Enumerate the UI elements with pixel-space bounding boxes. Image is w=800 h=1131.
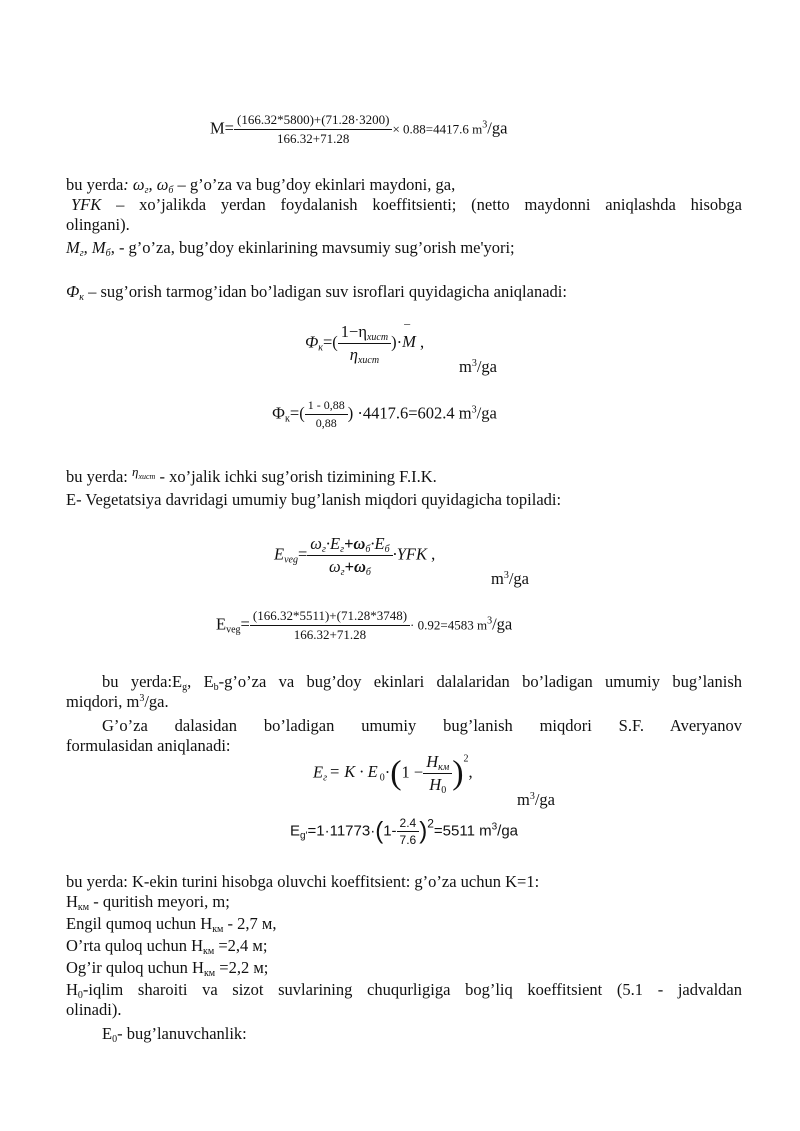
formula-av-unit [517, 790, 555, 810]
omega-symbol: ω [156, 175, 169, 194]
para-text: olingani). [66, 215, 130, 234]
formula-averyanov-computed [290, 816, 518, 847]
formula-av-denominator: H [429, 775, 442, 794]
para-text: E- Vegetatsiya davridagi umumiy bug’lanish miqdori quyidagicha topiladi: [66, 490, 562, 509]
formula-text: 1 − [401, 762, 424, 782]
para-text: , [83, 238, 92, 257]
subscript: veg [284, 554, 298, 566]
formula-phi-computed [272, 398, 497, 431]
formula-text: · [384, 762, 391, 782]
subscript: б [384, 544, 390, 555]
formula-e [274, 534, 435, 577]
superscript: 2 [427, 816, 434, 831]
e-symbol: E [313, 762, 324, 782]
para-text: -iqlim sharoiti va sizot suvlarining chuqurligiga bog’liq koeffitsient (5.1 - jadvaldan [82, 980, 742, 999]
formula-text: ·E [325, 534, 341, 553]
para-text: – sug’orish tarmog’idan bo’ladigan suv isroflari quyidagicha aniqlanadi: [83, 282, 567, 301]
unit-text: /ga [508, 569, 530, 588]
para-text: , - g’o’za, bug’doy ekinlarining mavsumiy sug’orish me'yori; [110, 238, 515, 257]
formula-m-unit: /ga [487, 118, 508, 138]
para-eg-eb-definition [66, 672, 742, 712]
formula-phi2-denominator: 0,88 [315, 416, 337, 430]
subscript: 0 [441, 785, 447, 796]
subscript: г [340, 544, 344, 555]
para-text: =2,2 м; [215, 958, 269, 977]
para-m-definition [66, 238, 515, 258]
formula-av-numerator: H [426, 752, 439, 771]
superscript: 3 [529, 791, 535, 802]
subscript: к [318, 342, 323, 354]
formula-text: , [468, 762, 473, 782]
subscript: б [365, 567, 371, 578]
subscript: хист [138, 472, 156, 481]
formula-av-fraction [423, 752, 452, 795]
superscript: 3 [471, 404, 477, 416]
para-text: /ga. [144, 692, 169, 711]
m-symbol: M [91, 238, 106, 257]
formula-text: , [427, 544, 436, 564]
subscript: г [340, 567, 345, 578]
subscript: км [438, 762, 450, 773]
para-light-loam [66, 914, 276, 934]
para-text: – g’o’za va bug’doy ekinlari maydoni, ga, [173, 175, 456, 194]
formula-av2-numerator: 2.4 [397, 816, 420, 832]
superscript: 3 [491, 821, 498, 833]
formula-e2-denominator: 166.32+71.28 [293, 627, 367, 642]
unit-text: /ga [476, 357, 498, 376]
formula-text: =1·11773· [307, 822, 376, 840]
formula-text: 1- [383, 822, 397, 840]
superscript: 3 [487, 615, 493, 627]
para-text: G’o’za dalasidan bo’ladigan umumiy bug’lanish miqdori S.F. Averyanov [102, 716, 742, 735]
formula-text: = K · E [329, 762, 378, 782]
para-text: Og’ir quloq uchun H [66, 958, 204, 977]
formula-text: , [415, 332, 425, 352]
formula-e-denominator: ω [328, 557, 341, 576]
formula-e-computed [216, 608, 512, 643]
subscript: км [77, 902, 90, 913]
formula-m-numerator: (166.32*5800)+(71.28·3200) [234, 112, 392, 130]
subscript: b [213, 682, 219, 693]
subscript: г [321, 544, 326, 555]
formula-text: =5511 m [433, 822, 492, 840]
formula-phi-denominator: η [349, 345, 358, 364]
formula-text: =( [322, 332, 338, 352]
unit-text: m [459, 357, 472, 376]
formula-m-lhs: M= [210, 118, 234, 138]
unit-text: /ga [497, 822, 519, 840]
para-omega-definition [66, 175, 455, 195]
formula-e-fraction [307, 534, 392, 577]
formula-text: ·YFK [392, 544, 427, 564]
subscript: г [323, 772, 327, 784]
formula-phi2-numerator: 1 - 0,88 [305, 398, 348, 415]
formula-e-unit [491, 569, 529, 589]
formula-m-fraction [234, 112, 392, 147]
para-text: H [66, 892, 78, 911]
para-text: - quritish meyori, m; [89, 892, 230, 911]
overline-bar: – [404, 316, 411, 331]
para-medium-loam [66, 936, 267, 956]
subscript: км [203, 968, 216, 979]
subscript: g [300, 830, 306, 842]
para-text: - xo’jalik ichki sug’orish tizimining F.I.K. [155, 467, 437, 486]
para-evaporation-intro [66, 490, 561, 510]
superscript: 3 [503, 570, 509, 581]
subscript: 0 [112, 1034, 118, 1045]
left-paren: ( [375, 817, 384, 845]
formula-av2-denominator: 7.6 [399, 833, 417, 847]
formula-e2-fraction [250, 608, 410, 643]
para-text: - bug’lanuvchanlik: [117, 1024, 247, 1043]
para-hkm-definition [66, 892, 230, 912]
subscript: veg [226, 624, 241, 636]
formula-text: = [297, 544, 308, 564]
subscript: 0 [379, 772, 385, 784]
para-text: – xo’jalikda yerdan foydalanish koeffitsienti; (netto maydonni aniqlashda hisobga [101, 195, 742, 214]
unit-text: m [517, 790, 530, 809]
formula-e2-numerator: (166.32*5511)+(71.28*3748) [250, 608, 410, 626]
para-text: bu yerda: [66, 467, 132, 486]
right-paren: ) [419, 817, 428, 845]
para-text: bu yerda:E [102, 672, 183, 691]
para-text: - 2,7 м, [223, 914, 277, 933]
subscript: км [212, 924, 224, 935]
m-symbol: M [66, 238, 80, 257]
para-k-definition [66, 872, 539, 892]
para-text: , E [187, 672, 214, 691]
phi-symbol: Ф [272, 403, 286, 423]
para-text: : [123, 175, 133, 194]
para-text: bu yerda [66, 175, 124, 194]
subscript: б [168, 185, 174, 196]
para-text: O’rta quloq uchun H [66, 936, 204, 955]
para-text: olinadi). [66, 1000, 122, 1019]
subscript: б [365, 544, 371, 555]
unit-text: /ga [534, 790, 556, 809]
unit-text: /ga [492, 614, 513, 634]
phi-symbol: Ф [305, 332, 319, 352]
subscript: г [79, 248, 84, 259]
formula-m-tail: × 0.88=4417.6 m [392, 121, 483, 137]
subscript: к [285, 413, 290, 425]
formula-m-denominator: 166.32+71.28 [277, 131, 350, 146]
formula-phi [305, 316, 425, 366]
formula-text: =( [289, 403, 305, 423]
unit-text: m [491, 569, 504, 588]
omega-symbol: ω [132, 175, 145, 194]
para-text: Engil qumoq uchun H [66, 914, 213, 933]
formula-phi-fraction [338, 322, 391, 365]
unit-text: /ga [476, 403, 497, 423]
e-symbol: E [216, 614, 227, 634]
para-text: formulasidan aniqlanadi: [66, 736, 231, 755]
formula-av2-fraction [397, 816, 420, 847]
para-text: bu yerda: K-ekin turini hisobga oluvchi koeffitsient: g’o’za uchun K=1: [66, 872, 540, 891]
formula-m-sup: 3 [482, 119, 488, 131]
formula-text: · 0.92=4583 m [410, 617, 488, 633]
m-symbol: M [402, 332, 416, 352]
para-yfk-definition [66, 195, 742, 235]
para-text: -g’o’za va bug’doy ekinlari dalalaridan bo’ladigan umumiy bug’lanish [218, 672, 742, 691]
formula-e-numerator: ω [310, 534, 322, 553]
formula-text: ·E [370, 534, 385, 553]
formula-m [210, 112, 507, 147]
e-symbol: E [290, 822, 301, 840]
e-symbol: E [274, 544, 285, 564]
para-text: E [102, 1024, 113, 1043]
formula-phi-numerator: 1−η [340, 322, 367, 341]
yfk-symbol: YFK [71, 195, 102, 214]
formula-phi-unit [459, 357, 497, 377]
subscript: 0 [77, 990, 83, 1001]
para-h0-definition [66, 980, 742, 1020]
subscript: б [105, 248, 111, 259]
subscript: км [203, 946, 215, 957]
para-text: =2,4 м; [214, 936, 268, 955]
para-e0-definition [102, 1024, 247, 1044]
formula-text: +ω [344, 557, 366, 576]
para-heavy-loam [66, 958, 268, 978]
formula-phi2-fraction [305, 398, 348, 431]
phi-symbol: Ф [66, 282, 80, 301]
para-text: H [66, 980, 78, 999]
subscript: хист [366, 332, 389, 343]
formula-text: = [240, 614, 250, 634]
superscript: 3 [471, 358, 477, 369]
formula-text: )· [391, 332, 403, 352]
para-text: , [148, 175, 157, 194]
formula-text: +ω [343, 534, 366, 553]
subscript: хист [357, 355, 380, 366]
superscript: 3 [139, 693, 145, 704]
formula-text: ) ·4417.6=602.4 m [347, 403, 472, 423]
formula-averyanov [313, 752, 473, 795]
para-text: miqdori, m [66, 692, 140, 711]
left-paren: ( [390, 754, 402, 792]
superscript: 2 [463, 753, 469, 765]
eta-symbol: η [131, 464, 139, 479]
para-eta-definition [66, 464, 437, 488]
subscript: г [144, 185, 149, 196]
right-paren: ) [452, 754, 464, 792]
subscript: ' [305, 830, 308, 842]
para-averyanov [66, 716, 742, 756]
subscript: g [182, 682, 188, 693]
para-phi-definition [66, 282, 567, 302]
subscript: к [79, 292, 84, 303]
